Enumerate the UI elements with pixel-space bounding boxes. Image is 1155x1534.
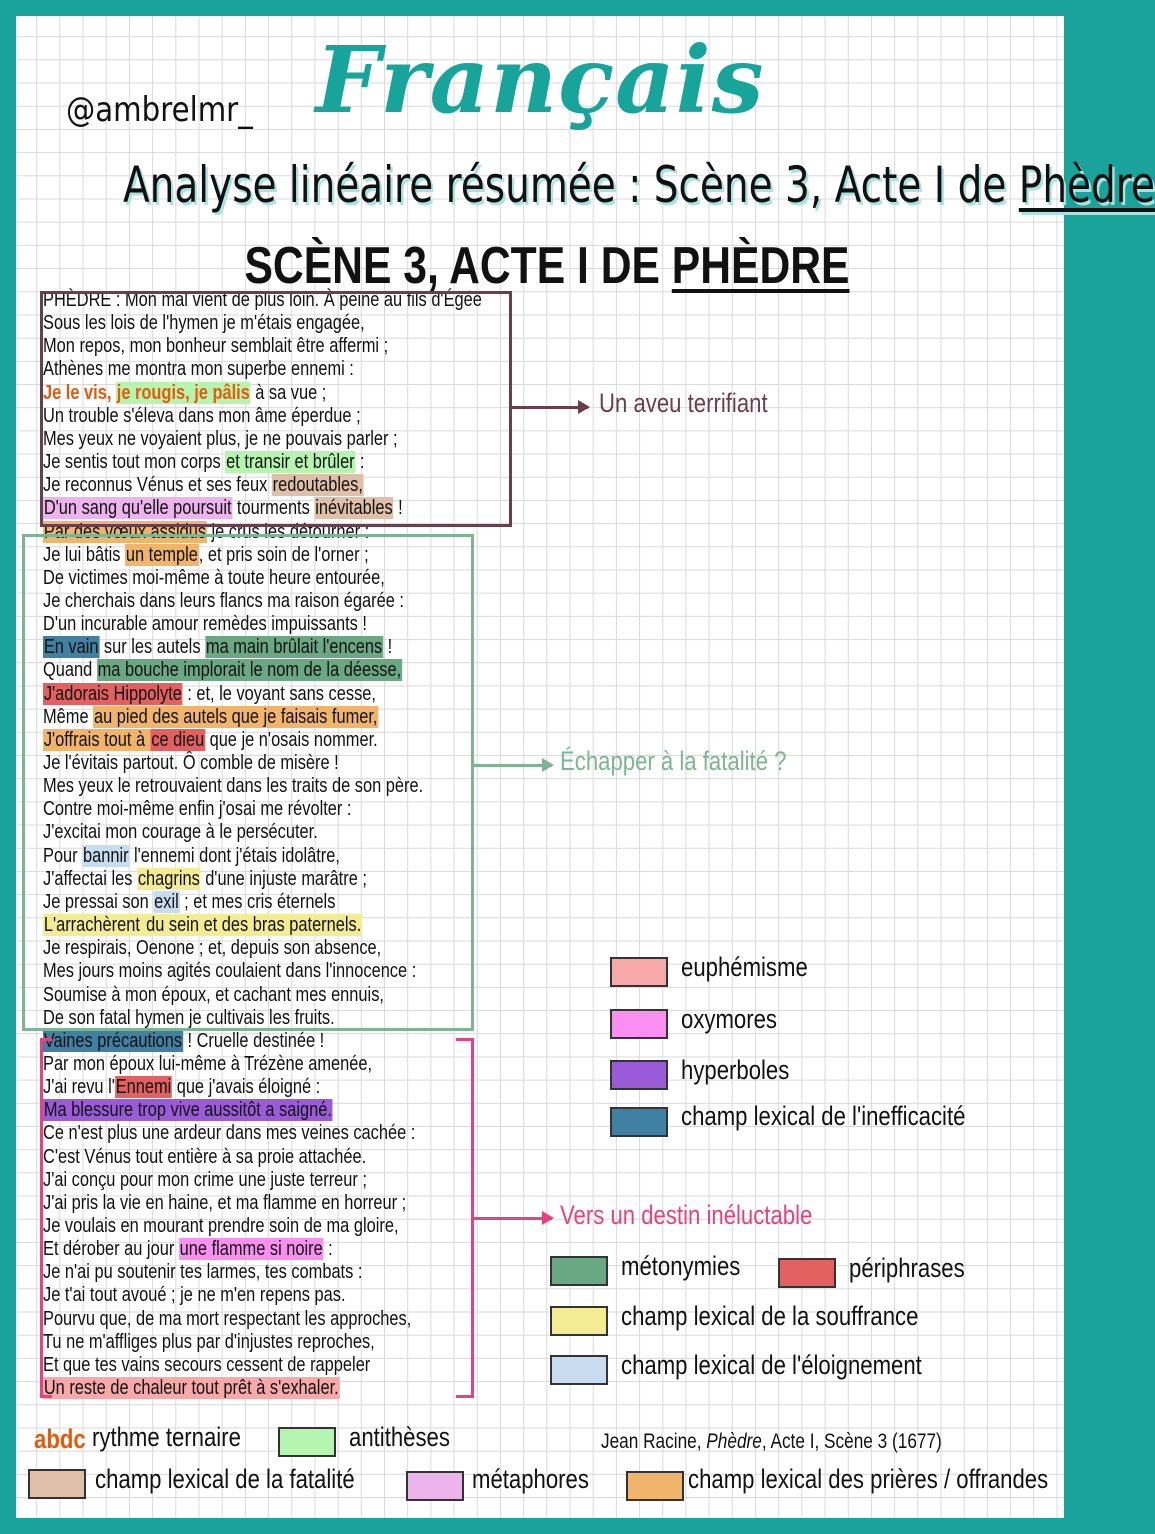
text-segment: Et dérober au jour xyxy=(43,1238,179,1261)
text-segment: : xyxy=(355,451,365,474)
highlighted-phrase: un temple xyxy=(125,543,198,566)
text-segment: que je n'osais nommer. xyxy=(205,728,378,751)
text-line xyxy=(43,1030,324,1053)
text-segment: sur les autels xyxy=(99,636,206,659)
highlighted-phrase: J'offrais tout à xyxy=(43,728,150,751)
citation-author: Jean Racine, xyxy=(601,1430,707,1453)
legend-metaphores: métaphores xyxy=(472,1464,589,1494)
text-segment: C'est Vénus tout entière à sa proie attachée. xyxy=(43,1145,367,1168)
text-segment: Tu ne m'affliges plus par d'injustes reproches, xyxy=(43,1330,375,1353)
swatch-eloignement xyxy=(550,1355,608,1385)
text-segment: Je n'ai pu soutenir tes larmes, tes combats : xyxy=(43,1261,363,1284)
text-line xyxy=(43,1053,372,1076)
highlighted-phrase: J'adorais Hippolyte xyxy=(43,682,182,705)
citation-rest: , Acte I, Scène 3 (1677) xyxy=(761,1430,942,1453)
bracket-destin xyxy=(40,1038,52,1398)
highlighted-phrase: je rougis, je pâlis xyxy=(116,381,250,404)
text-segment: Je respirais, Oenone ; et, depuis son absence, xyxy=(43,937,382,960)
legend-inefficacite: champ lexical de l'inefficacité xyxy=(681,1101,966,1131)
text-segment: Quand xyxy=(43,659,97,682)
text-segment: Un trouble s'éleva dans mon âme éperdue ; xyxy=(43,404,361,427)
highlighted-phrase: inévitables xyxy=(315,497,393,520)
text-segment: Contre moi-même enfin j'osai me révolter : xyxy=(43,798,352,821)
text-segment: Je reconnus Vénus et ses feux xyxy=(43,474,272,497)
text-segment: d'une injuste marâtre ; xyxy=(200,867,367,890)
bracket-fatalite xyxy=(22,534,474,1031)
legend-rythme: rythme ternaire xyxy=(92,1422,241,1452)
legend-abdc-sample: abdc xyxy=(34,1424,86,1454)
highlighted-phrase: Ennemi xyxy=(115,1076,172,1099)
text-segment: De victimes moi-même à toute heure entourée, xyxy=(43,566,385,589)
swatch-periphrases xyxy=(778,1258,836,1288)
swatch-inefficacite xyxy=(610,1107,668,1137)
text-segment: D'un incurable amour remèdes impuissants ! xyxy=(43,613,367,636)
text-segment: Soumise à mon époux, et cachant mes ennuis, xyxy=(43,983,384,1006)
text-segment: Pour xyxy=(43,844,83,867)
text-segment: ! xyxy=(393,497,403,520)
text-line xyxy=(43,1331,375,1354)
section-label-aveu: Un aveu terrifiant xyxy=(599,388,768,418)
text-segment: De son fatal hymen je cultivais les fruits. xyxy=(43,1006,335,1029)
text-segment: ! Cruelle destinée ! xyxy=(182,1029,325,1052)
highlighted-phrase: Ma blessure trop vive aussitôt a saigné. xyxy=(43,1099,332,1122)
text-segment: Je t'ai tout avoué ; je ne m'en repens pas. xyxy=(43,1284,346,1307)
swatch-hyperboles xyxy=(610,1060,668,1090)
text-segment: : et, le voyant sans cesse, xyxy=(182,682,376,705)
subtitle xyxy=(123,156,1155,214)
text-line xyxy=(43,1215,399,1238)
text-line xyxy=(43,1308,411,1331)
text-segment: ! xyxy=(383,636,393,659)
text-segment: J'ai conçu pour mon crime une juste terreur ; xyxy=(43,1168,367,1191)
text-segment: ; et mes cris éternels xyxy=(179,890,336,913)
highlighted-phrase: une flamme si noire xyxy=(179,1238,323,1261)
highlighted-phrase: au pied des autels que je faisais fumer, xyxy=(93,705,378,728)
highlighted-phrase: Un reste de chaleur tout prêt à s'exhaler. xyxy=(43,1377,339,1400)
text-segment: Je le vis, xyxy=(43,381,116,404)
text-segment: PHÈDRE : Mon mal vient de plus loin. À peine au fils d'Égée xyxy=(43,289,482,311)
bracket-aveu xyxy=(40,291,512,527)
highlighted-phrase: En vain xyxy=(43,636,99,659)
text-line xyxy=(43,1238,333,1261)
citation-work: Phèdre xyxy=(706,1430,762,1453)
text-line xyxy=(43,1122,415,1145)
swatch-metaphores xyxy=(406,1471,464,1501)
highlighted-phrase: et transir et brûler xyxy=(226,451,355,474)
legend-euphemisme: euphémisme xyxy=(681,952,808,982)
legend-prieres: champ lexical des prières / offrandes xyxy=(688,1464,1049,1494)
text-line xyxy=(43,1146,366,1169)
arrow-destin xyxy=(474,1217,552,1220)
section-label-fatalite: Échapper à la fatalité ? xyxy=(560,746,787,776)
text-segment: J'ai revu l' xyxy=(43,1076,115,1099)
highlighted-phrase: ma main brûlait l'encens xyxy=(205,636,383,659)
text-line xyxy=(43,1354,370,1377)
highlighted-phrase: du sein et des bras paternels. xyxy=(141,914,362,937)
text-line xyxy=(43,1284,346,1307)
text-segment: , et pris soin de l'orner ; xyxy=(198,543,369,566)
highlighted-phrase: Vaines précautions xyxy=(43,1029,183,1052)
text-segment: l'ennemi dont j'étais idolâtre, xyxy=(129,844,340,867)
page xyxy=(16,16,1155,1518)
text-segment: Sous les lois de l'hymen je m'étais engagée, xyxy=(43,312,365,335)
text-line xyxy=(43,1076,320,1099)
text-segment: : xyxy=(323,1238,333,1261)
legend-metonymies: métonymies xyxy=(621,1251,741,1281)
swatch-oxymores xyxy=(610,1009,668,1039)
text-segment: J'excitai mon courage à le persécuter. xyxy=(43,821,318,844)
text-segment: Même xyxy=(43,705,94,728)
legend-antitheses: antithèses xyxy=(349,1422,450,1452)
highlighted-phrase: Par des vœux assidus xyxy=(43,520,207,543)
subtitle-prefix: Analyse linéaire résumée : Scène 3, Acte I de xyxy=(123,156,1019,214)
text-segment: Je pressai son xyxy=(43,890,154,913)
citation xyxy=(601,1430,942,1454)
text-line xyxy=(43,1192,406,1215)
legend-oxymores: oxymores xyxy=(681,1004,777,1034)
text-segment: Mes yeux le retrouvaient dans les traits de son père. xyxy=(43,775,424,798)
highlighted-phrase: chagrins xyxy=(137,867,200,890)
text-segment: tourments xyxy=(232,497,315,520)
text-segment: J'ai pris la vie en haine, et ma flamme en horreur ; xyxy=(43,1191,407,1214)
legend-souffrance: champ lexical de la souffrance xyxy=(621,1301,919,1331)
arrow-fatalite xyxy=(474,764,552,767)
text-segment: Pourvu que, de ma mort respectant les approches, xyxy=(43,1307,412,1330)
text-segment: Je cherchais dans leurs flancs ma raison égarée : xyxy=(43,589,404,612)
text-segment: Athènes me montra mon superbe ennemi : xyxy=(43,358,354,381)
text-segment: Je lui bâtis xyxy=(43,543,126,566)
text-segment: J'affectai les xyxy=(43,867,137,890)
text-segment: je crus les détourner : xyxy=(206,520,370,543)
swatch-euphemisme xyxy=(610,957,668,987)
legend-hyperboles: hyperboles xyxy=(681,1055,790,1085)
text-segment: Ce n'est plus une ardeur dans mes veines cachée : xyxy=(43,1122,416,1145)
text-line xyxy=(43,1261,362,1284)
legend-fatalite: champ lexical de la fatalité xyxy=(95,1464,355,1494)
text-segment: que j'avais éloigné : xyxy=(172,1076,321,1099)
text-segment: Et que tes vains secours cessent de rappeler xyxy=(43,1353,371,1376)
subtitle-work: Phèdre xyxy=(1018,156,1155,214)
swatch-souffrance xyxy=(550,1306,608,1336)
text-segment: Mes yeux ne voyaient plus, je ne pouvais parler ; xyxy=(43,427,398,450)
text-segment: Mon repos, mon bonheur semblait être affermi ; xyxy=(43,335,389,358)
text-line xyxy=(43,1169,367,1192)
highlighted-phrase: redoutables, xyxy=(272,474,363,497)
legend-periphrases: périphrases xyxy=(849,1253,965,1283)
section-label-destin: Vers un destin inéluctable xyxy=(560,1200,813,1230)
bracket-fatalite-right xyxy=(456,534,474,1031)
arrow-aveu xyxy=(512,406,588,409)
highlighted-phrase: ma bouche implorait le nom de la déesse, xyxy=(97,659,402,682)
bracket-destin-right xyxy=(456,1038,474,1398)
text-segment: Mes jours moins agités coulaient dans l'innocence : xyxy=(43,960,417,983)
highlighted-phrase: L'arrachèrent xyxy=(43,914,140,937)
text-segment: Je voulais en mourant prendre soin de ma gloire, xyxy=(43,1215,399,1237)
swatch-prieres xyxy=(626,1471,684,1501)
section-heading xyxy=(112,236,983,296)
heading-prefix: SCÈNE 3, ACTE I DE xyxy=(244,237,672,295)
text-line xyxy=(43,1099,333,1122)
legend-eloignement: champ lexical de l'éloignement xyxy=(621,1350,922,1380)
swatch-fatalite xyxy=(28,1469,86,1499)
highlighted-phrase: ce dieu xyxy=(151,728,205,751)
text-segment: à sa vue ; xyxy=(250,381,327,404)
highlighted-phrase: bannir xyxy=(83,844,129,867)
text-segment: Par mon époux lui-même à Trézène amenée, xyxy=(43,1052,373,1075)
swatch-metonymies xyxy=(550,1256,608,1286)
swatch-antitheses xyxy=(278,1427,336,1457)
heading-work: PHÈDRE xyxy=(671,237,850,295)
text-segment: Je sentis tout mon corps xyxy=(43,451,226,474)
highlighted-phrase: exil xyxy=(154,890,179,913)
text-line xyxy=(43,1377,340,1400)
author-handle: @ambrelmr_ xyxy=(66,90,253,130)
highlighted-phrase: D'un sang qu'elle poursuit xyxy=(43,497,232,520)
text-segment: Je l'évitais partout. Ô comble de misère ! xyxy=(43,752,339,774)
page-title: Français xyxy=(315,26,765,134)
